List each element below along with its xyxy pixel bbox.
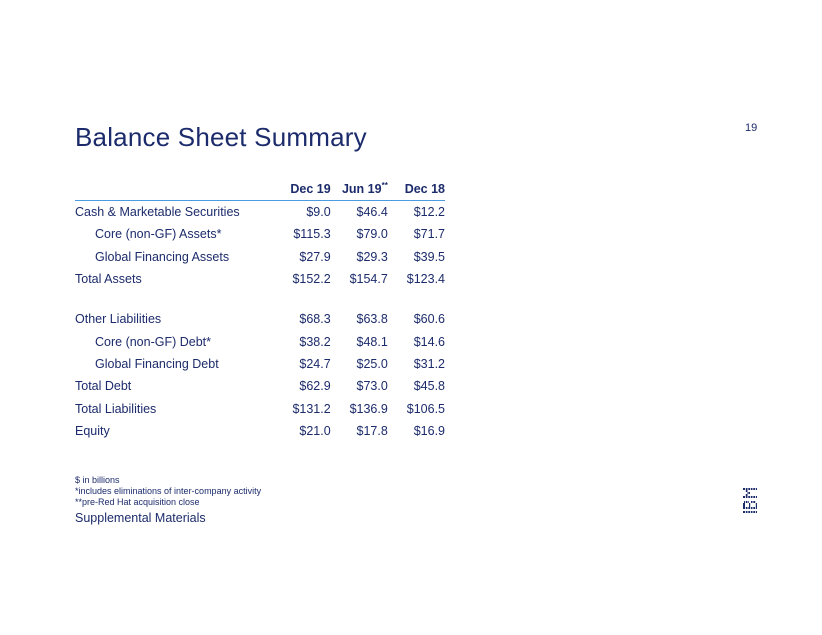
table-row [75,246,445,268]
table-row [75,353,445,375]
balance-sheet-table [75,180,445,442]
row-value: $106.5 [406,401,445,416]
row-value: $45.8 [413,379,445,394]
table-row [75,420,445,442]
row-value: $48.1 [356,334,388,349]
page-number: 19 [745,122,758,134]
row-label: Core (non-GF) Assets* [95,227,222,242]
row-value: $136.9 [349,401,388,416]
spacer-cell [75,290,445,308]
header-jun19: Jun 19** [331,180,388,201]
row-value: $63.8 [356,312,388,327]
row-value: $123.4 [406,272,445,287]
row-label: Total Assets [75,272,142,287]
ibm-logo [740,482,760,514]
table-header-row [75,180,445,201]
row-label: Global Financing Debt [95,356,219,371]
table-row [75,375,445,397]
row-value: $12.2 [413,205,445,220]
table-row [75,330,445,352]
page-title: Balance Sheet Summary [75,122,367,152]
row-value: $21.0 [299,423,331,438]
row-value: $24.7 [299,356,331,371]
footnote: *includes eliminations of inter-company activity [75,486,262,496]
row-value: $68.3 [299,312,331,327]
row-label: Cash & Marketable Securities [75,205,240,220]
row-value: $73.0 [356,379,388,394]
row-label: Global Financing Assets [95,249,230,264]
table-row [75,397,445,419]
footnotes [75,475,261,508]
row-value: $79.0 [356,227,388,242]
row-label: Total Debt [75,379,132,394]
row-label: Other Liabilities [75,312,162,327]
row-value: $154.7 [349,272,388,287]
footnote: $ in billions [75,475,120,485]
row-value: $46.4 [356,205,388,220]
row-label: Core (non-GF) Debt* [95,334,212,349]
row-value: $152.2 [292,272,331,287]
row-value: $31.2 [413,356,445,371]
row-value: $9.0 [306,205,331,220]
table-spacer-row [75,290,445,308]
header-dec19: Dec 19 [274,180,331,201]
row-value: $38.2 [299,334,331,349]
row-value: $60.6 [413,312,445,327]
row-label: Total Liabilities [75,401,157,416]
supplemental-label: Supplemental Materials [75,511,206,525]
table-row [75,268,445,290]
row-value: $29.3 [356,249,388,264]
row-value: $131.2 [292,401,331,416]
row-value: $17.8 [356,423,388,438]
row-value: $27.9 [299,249,331,264]
row-value: $39.5 [413,249,445,264]
row-label: Equity [75,423,110,438]
header-label-cell [75,180,274,201]
row-value: $115.3 [293,227,331,242]
table-row [75,201,445,224]
row-value: $16.9 [413,423,445,438]
row-value: $71.7 [413,227,445,242]
footnote: **pre-Red Hat acquisition close [75,497,200,507]
row-value: $25.0 [356,356,388,371]
header-dec18: Dec 18 [388,180,445,201]
table-row [75,223,445,245]
table-row [75,308,445,330]
row-value: $14.6 [413,334,445,349]
row-value: $62.9 [299,379,331,394]
